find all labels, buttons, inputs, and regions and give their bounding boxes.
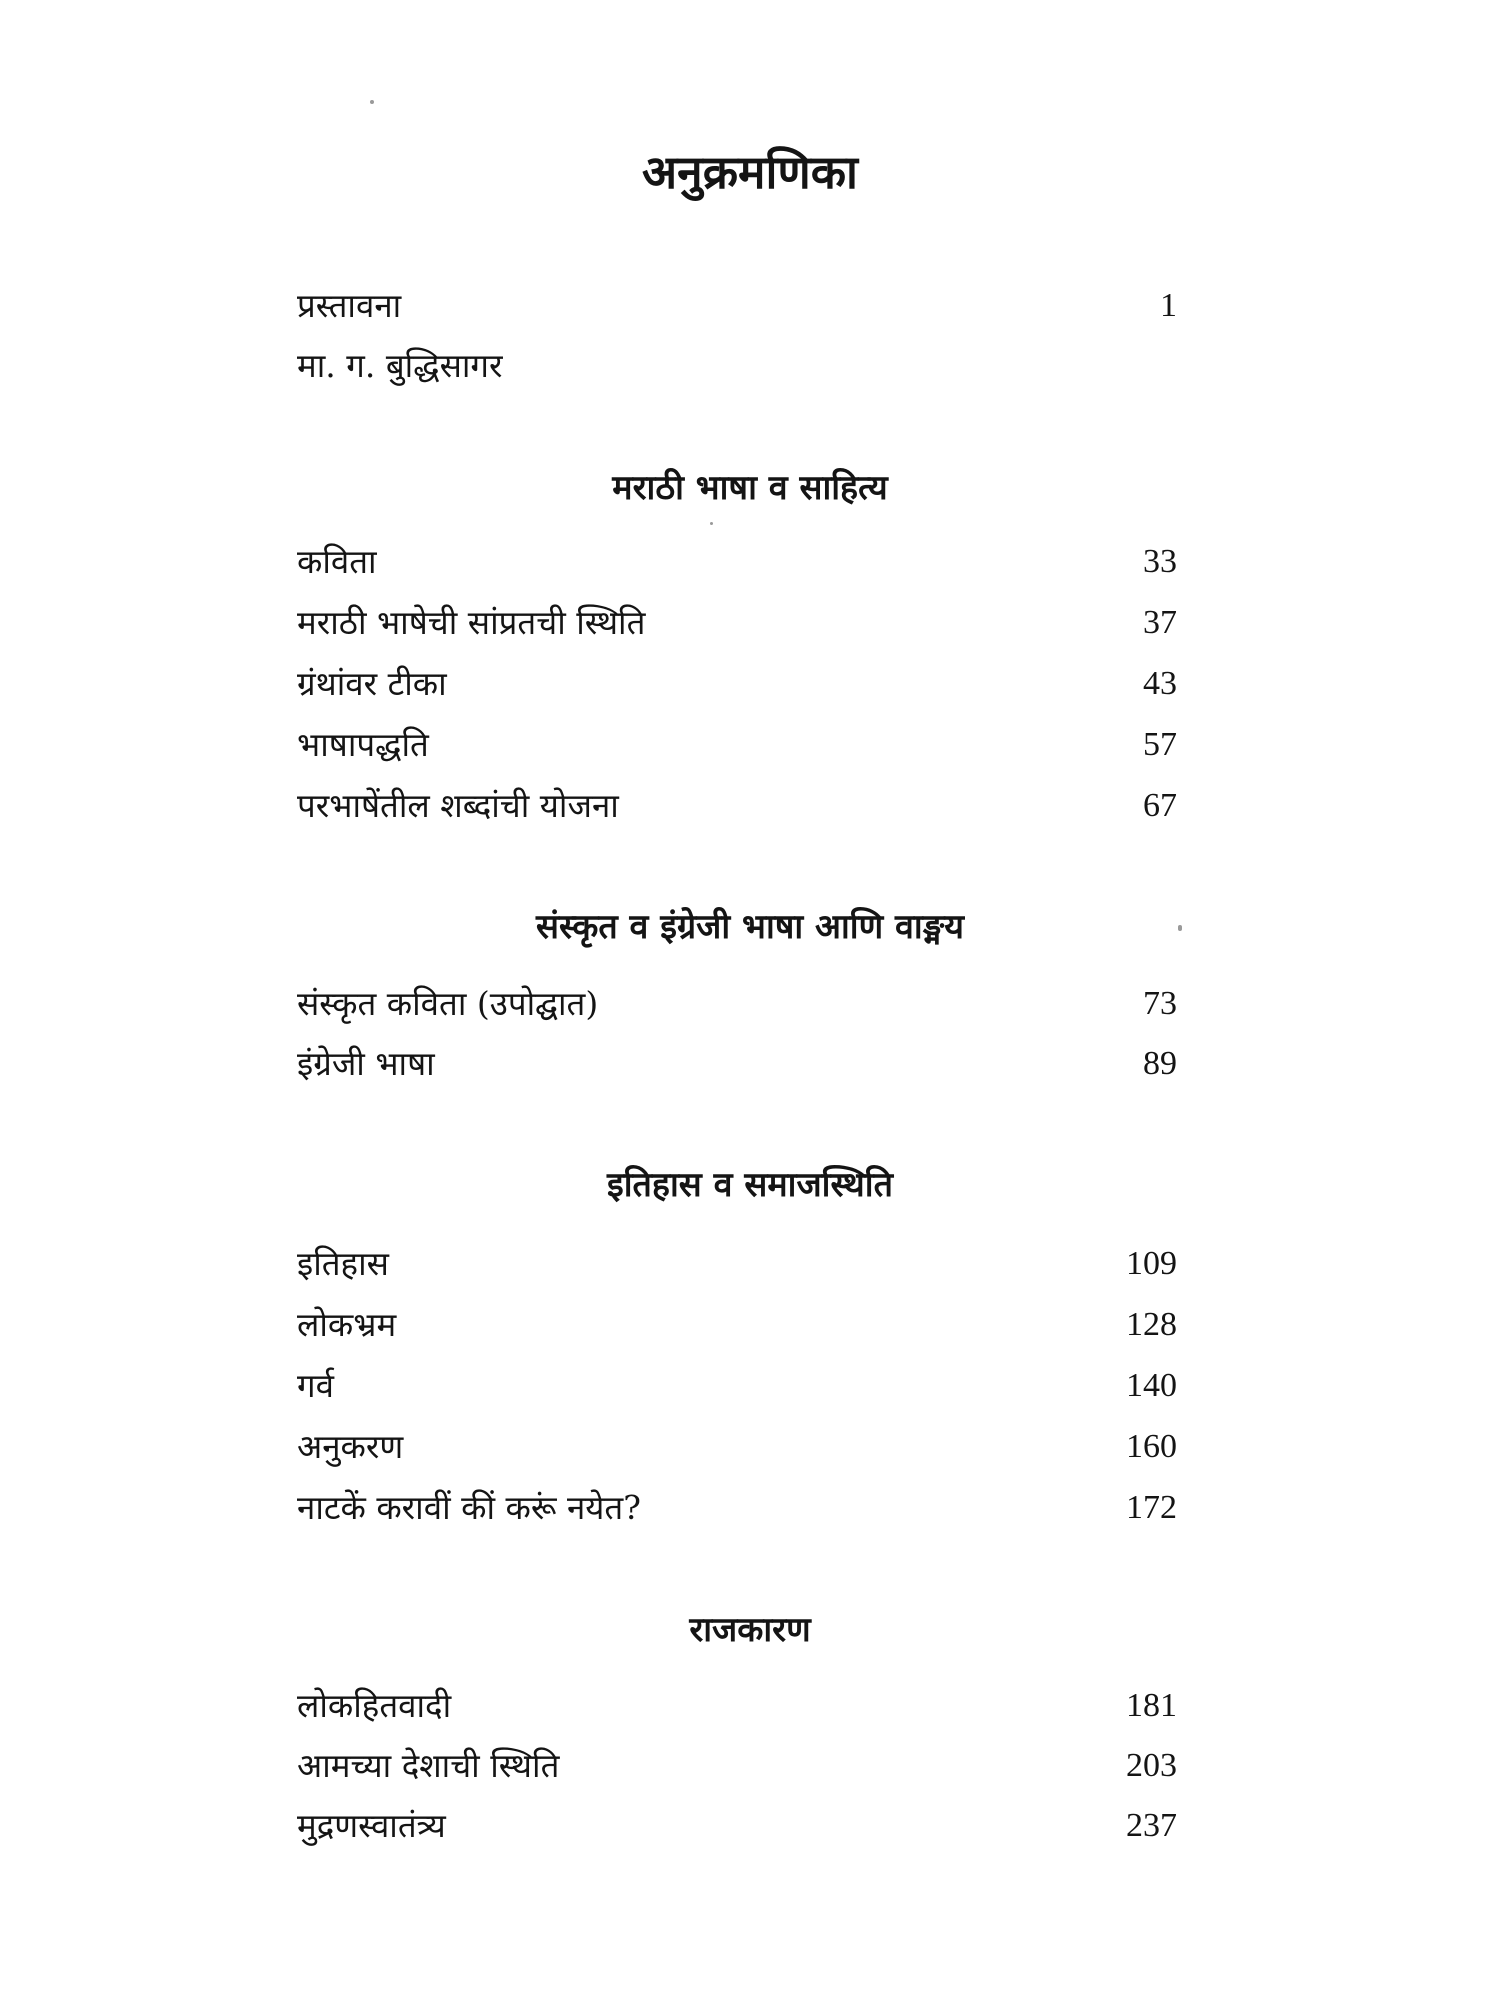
toc-entry-page: 181: [1126, 1687, 1177, 1724]
toc-entry-label: इंग्रेजी भाषा: [297, 1044, 435, 1083]
toc-entry-label: परभाषेंतील शब्दांची योजना: [297, 786, 619, 825]
toc-entry: [297, 980, 1177, 1028]
toc-entry-label: आमच्या देशाची स्थिति: [297, 1746, 560, 1785]
toc-entry-label: इतिहास: [297, 1244, 389, 1283]
toc-entry-label: कविता: [297, 542, 377, 581]
scan-speck: [710, 522, 713, 525]
toc-entry-page: 109: [1126, 1245, 1177, 1282]
toc-entry-page: 73: [1143, 985, 1177, 1022]
toc-entry-label: मराठी भाषेची सांप्रतची स्थिति: [297, 603, 646, 642]
toc-entry-page: 160: [1126, 1428, 1177, 1465]
toc-entry-page: 43: [1143, 665, 1177, 702]
toc-entry-page: 37: [1143, 604, 1177, 641]
toc-entry-label: भाषापद्धति: [297, 725, 429, 764]
toc-entry-page: 128: [1126, 1306, 1177, 1343]
toc-entry: [297, 1802, 1177, 1850]
toc-entry-page: 203: [1126, 1747, 1177, 1784]
toc-entry: [297, 1423, 1177, 1471]
toc-entry: [297, 1301, 1177, 1349]
page-title: अनुक्रमणिका: [642, 145, 858, 199]
toc-entry: [297, 660, 1177, 708]
toc-entry-label: नाटकें करावीं कीं करूं नयेत?: [297, 1488, 641, 1527]
toc-entry-label: संस्कृत कविता (उपोद्घात): [297, 984, 599, 1023]
toc-entry: [297, 782, 1177, 830]
section-heading: मराठी भाषा व साहित्य: [612, 468, 888, 508]
toc-entry-label: अनुकरण: [297, 1427, 404, 1466]
toc-entry-page: 237: [1126, 1807, 1177, 1844]
toc-entry-page: 67: [1143, 787, 1177, 824]
toc-entry: [297, 599, 1177, 647]
toc-entry-preface: [297, 282, 1177, 330]
section-heading: संस्कृत व इंग्रेजी भाषा आणि वाङ्मय: [536, 907, 964, 947]
toc-entry-page: 140: [1126, 1367, 1177, 1404]
toc-entry-page: 172: [1126, 1489, 1177, 1526]
toc-entry-label: गर्व: [297, 1366, 334, 1405]
toc-entry-page: 1: [1160, 287, 1177, 324]
toc-entry-page: 89: [1143, 1045, 1177, 1082]
toc-entry: [297, 538, 1177, 586]
section-heading: राजकारण: [689, 1610, 811, 1650]
toc-entry-page: 57: [1143, 726, 1177, 763]
toc-entry: [297, 1040, 1177, 1088]
toc-entry: [297, 1682, 1177, 1730]
preface-author: मा. ग. बुद्धिसागर: [297, 346, 503, 385]
toc-entry: [297, 721, 1177, 769]
toc-entry: [297, 1362, 1177, 1410]
toc-entry-label: मुद्रणस्वातंत्र्य: [297, 1806, 446, 1845]
toc-entry: [297, 1484, 1177, 1532]
toc-entry-label: लोकहितवादी: [297, 1686, 452, 1725]
toc-entry-label: ग्रंथांवर टीका: [297, 664, 447, 703]
toc-entry-label: लोकभ्रम: [297, 1305, 397, 1344]
toc-entry: [297, 1240, 1177, 1288]
scan-speck: [370, 100, 374, 104]
toc-entry: [297, 1742, 1177, 1790]
section-heading: इतिहास व समाजस्थिति: [607, 1165, 893, 1205]
toc-entry-page: 33: [1143, 543, 1177, 580]
toc-entry-label: प्रस्तावना: [297, 286, 402, 325]
